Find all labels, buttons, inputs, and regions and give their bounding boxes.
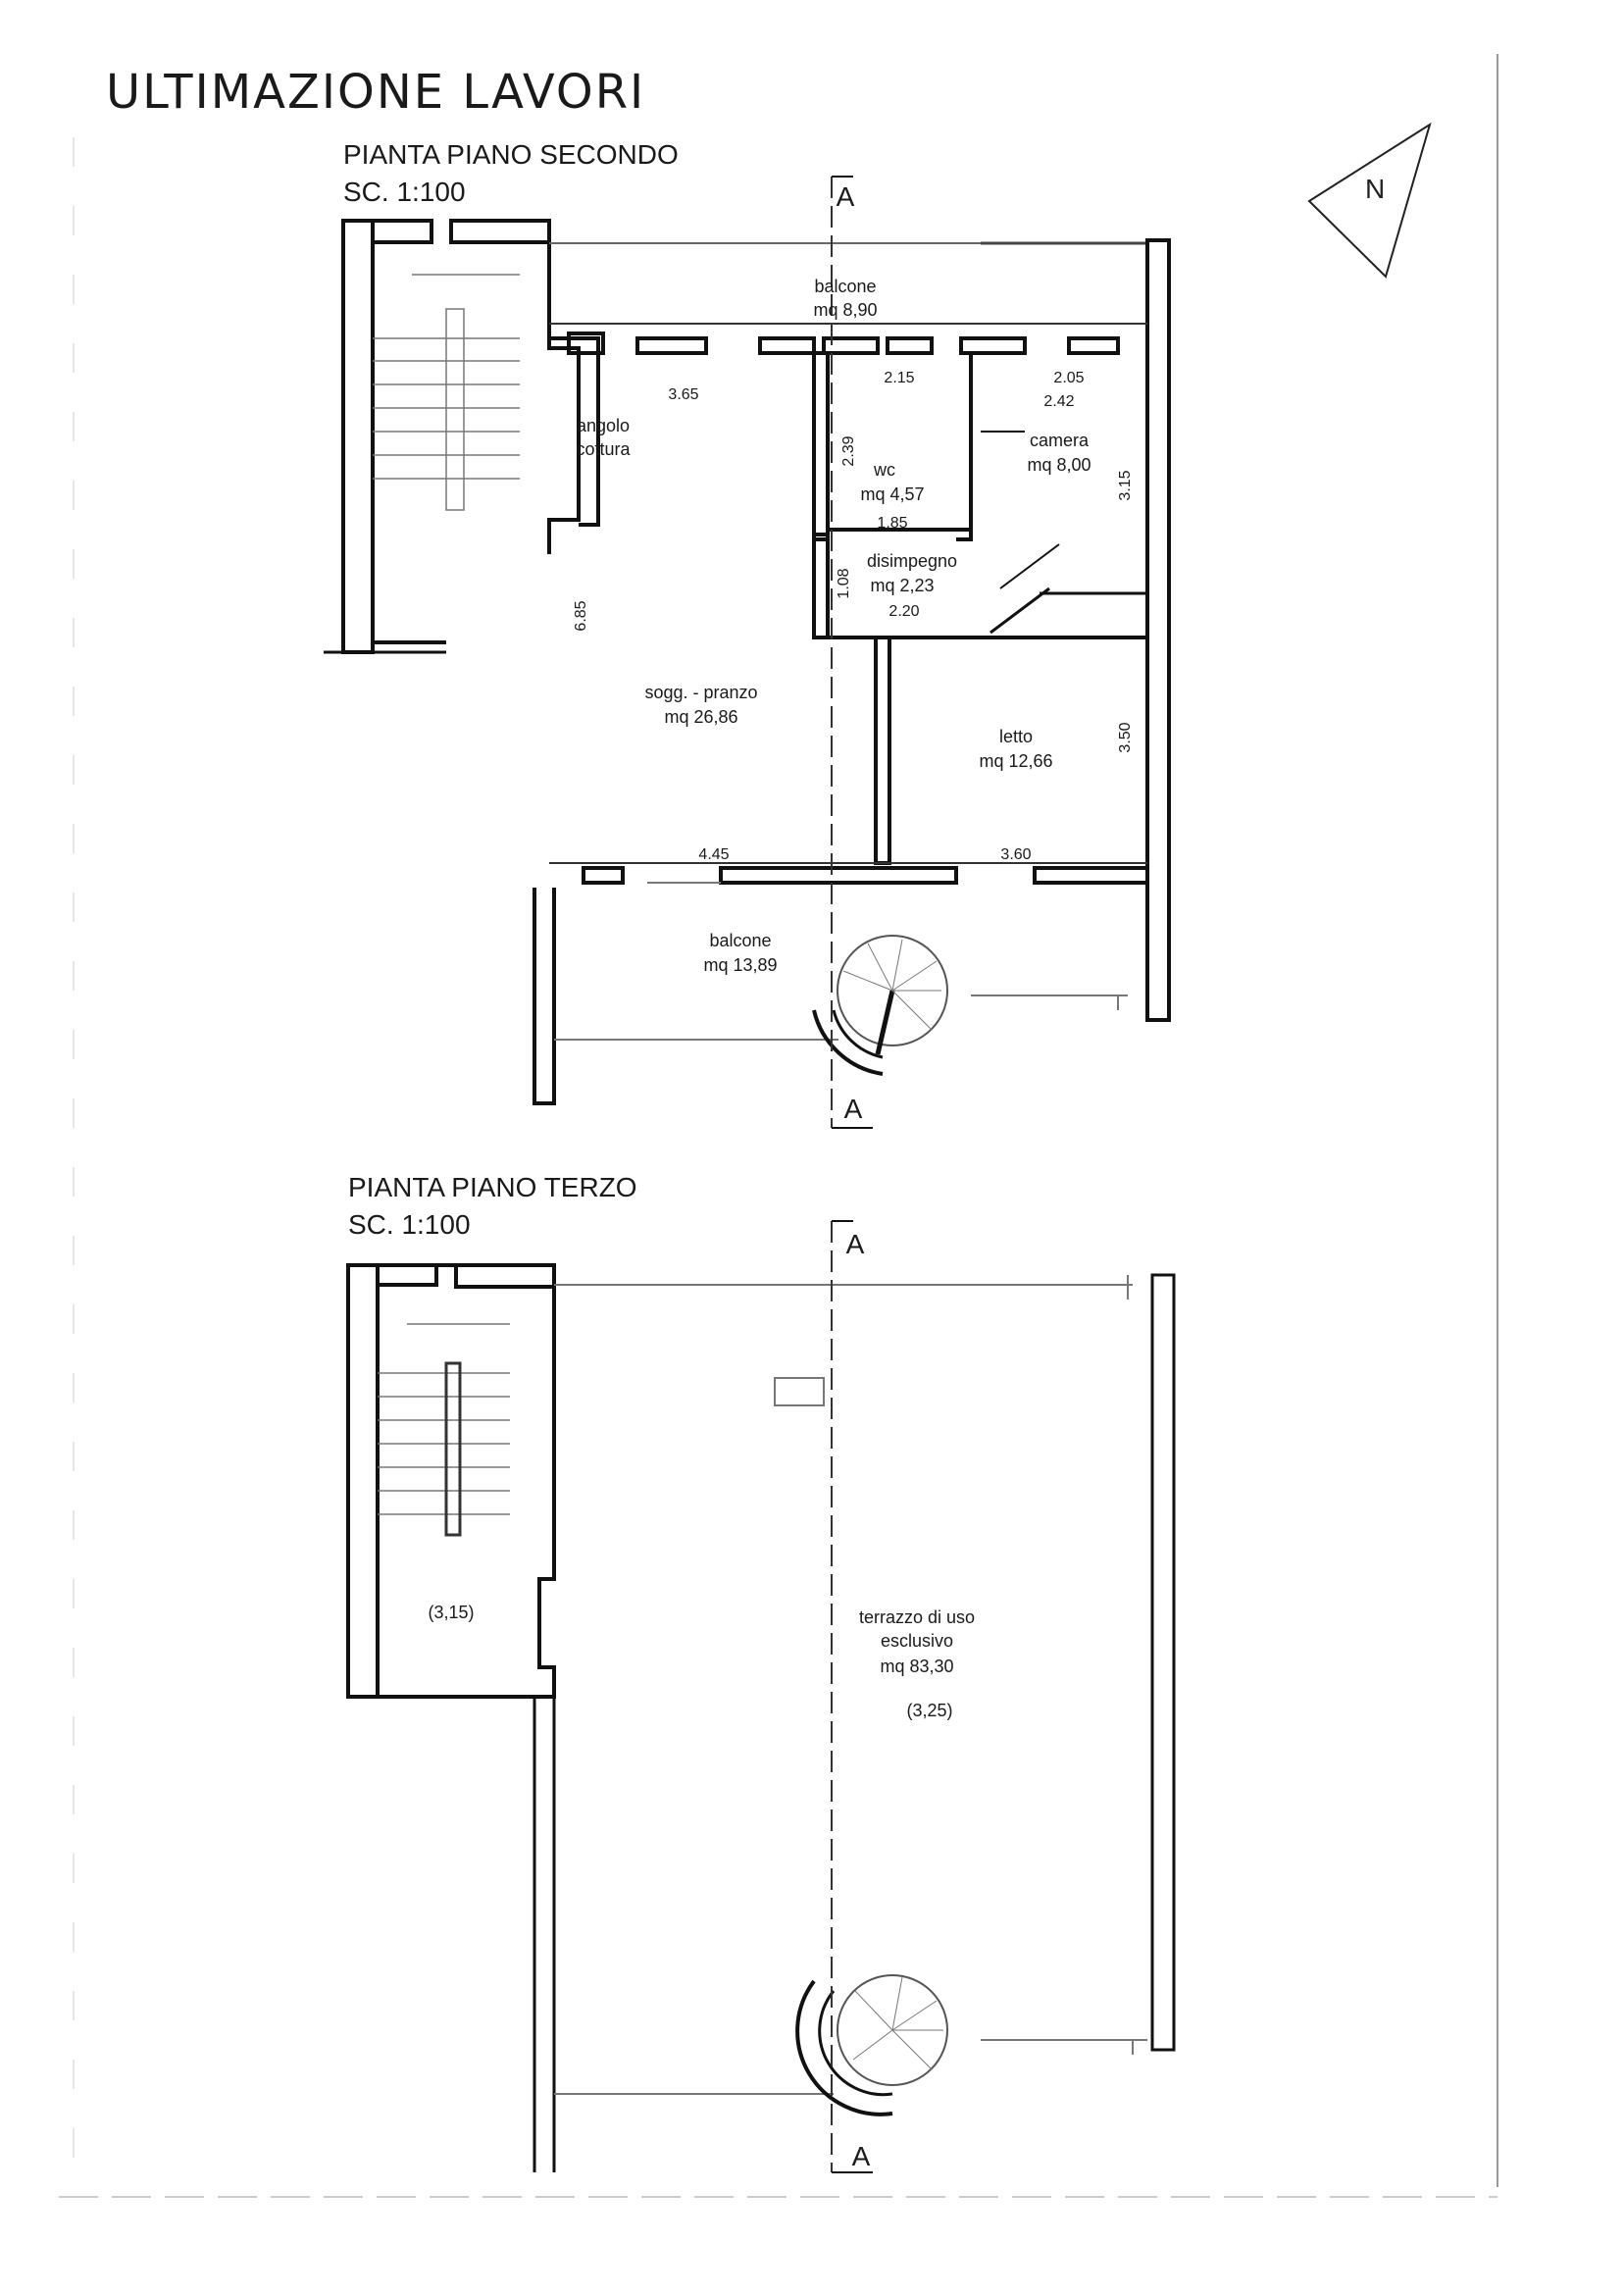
- wc-wall-east: [956, 353, 971, 539]
- north-arrow-icon: [1309, 125, 1430, 277]
- dim-corridor-depth: 1.08: [836, 568, 852, 599]
- stairs-second-floor: [373, 275, 520, 510]
- dim-kitchen-width: 3.65: [668, 386, 699, 403]
- dim-letto-width: 3.60: [1000, 846, 1032, 863]
- stair-height: (3,15): [428, 1603, 475, 1622]
- section-mark-bottom-3: A: [851, 2141, 871, 2171]
- section-mark-top-3: A: [845, 1229, 865, 1259]
- balcony-bottom-name: balcone: [709, 931, 772, 950]
- second-floor-heading: PIANTA PIANO SECONDO: [343, 139, 679, 170]
- camera-area: mq 8,00: [1027, 455, 1091, 475]
- third-floor-heading: PIANTA PIANO TERZO: [348, 1172, 637, 1202]
- dim-living-depth: 6.85: [573, 600, 589, 632]
- dim-corridor-width: 2.20: [888, 603, 920, 620]
- balcony-top-area: mq 8,90: [813, 300, 878, 320]
- wc-area: mq 4,57: [860, 484, 925, 504]
- third-floor-plan: [348, 1221, 1174, 2172]
- letto-name: letto: [998, 727, 1034, 746]
- balcony-wall-west: [534, 888, 554, 1103]
- third-floor-scale: SC. 1:100: [348, 1209, 471, 1240]
- stairs-third-floor: [378, 1324, 510, 1535]
- stair-wall-top-b: [451, 221, 549, 242]
- terrace-wall-east: [1152, 1275, 1174, 2050]
- balcony-top-name: balcone: [814, 277, 877, 296]
- kitchen-name: angolo cottura: [576, 416, 631, 459]
- wc-wall-west: [814, 353, 828, 539]
- second-floor-scale: SC. 1:100: [343, 177, 466, 207]
- dim-wc-bottom: 1.85: [877, 515, 908, 532]
- section-mark-top: A: [836, 181, 855, 212]
- terrace-height: (3,25): [906, 1701, 953, 1720]
- spiral-stair-second-floor: [814, 936, 947, 1074]
- terrace-name: terrazzo di uso esclusivo: [858, 1607, 976, 1651]
- dim-letto-depth: 3.50: [1117, 722, 1134, 753]
- living-name: sogg. - pranzo: [644, 683, 758, 702]
- balcony-bottom-area: mq 13,89: [703, 955, 778, 975]
- terrace-area: mq 83,30: [880, 1657, 954, 1676]
- east-wall: [1147, 240, 1169, 1020]
- dim-wc-depth: 2.39: [840, 435, 857, 467]
- dim-camera-width: 2.42: [1043, 393, 1075, 410]
- stair-wall-left: [343, 221, 373, 652]
- disimpegno-area: mq 2,23: [870, 576, 935, 595]
- bedroom-wall-west: [876, 637, 889, 863]
- dim-camera-top: 2.05: [1053, 370, 1085, 386]
- letto-area: mq 12,66: [979, 751, 1053, 771]
- stair3-wall-left: [348, 1265, 378, 1697]
- wc-name: wc: [874, 460, 895, 480]
- page-title: ULTIMAZIONE LAVORI: [106, 65, 646, 120]
- dim-camera-depth: 3.15: [1117, 470, 1134, 501]
- north-label: N: [1365, 174, 1386, 204]
- stair-wall-right: [549, 221, 579, 554]
- dim-wc-width: 2.15: [884, 370, 915, 386]
- dim-living-width: 4.45: [698, 846, 730, 863]
- camera-name: camera: [1029, 431, 1090, 450]
- stair-wall-top-a: [373, 221, 431, 242]
- disimpegno-name: disimpegno: [866, 551, 958, 571]
- living-area: mq 26,86: [664, 707, 738, 727]
- section-mark-bottom: A: [843, 1094, 863, 1124]
